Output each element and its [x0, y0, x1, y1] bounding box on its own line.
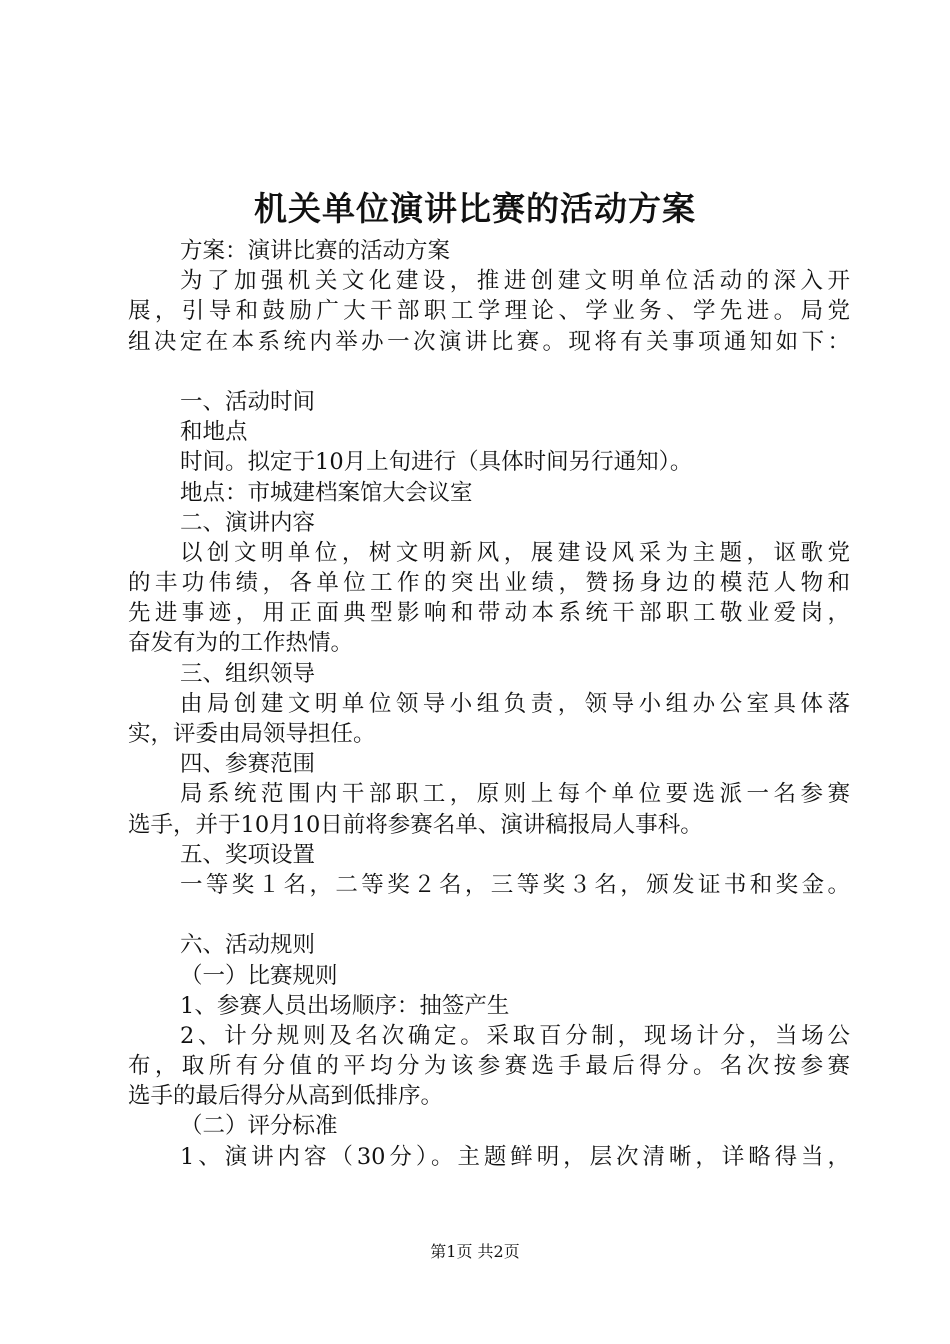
- document-title: 机关单位演讲比赛的活动方案: [254, 189, 696, 228]
- body-line: 以创文明单位，树文明新风，展建设风采为主题，讴歌党: [180, 539, 850, 566]
- body-line: 的丰功伟绩，各单位工作的突出业绩，赞扬身边的模范人物和: [128, 570, 850, 597]
- section-heading: 四、参赛范围: [180, 751, 316, 778]
- body-line: 和地点: [180, 419, 248, 446]
- body-line: 先进事迹，用正面典型影响和带动本系统干部职工敬业爱岗，: [128, 600, 850, 627]
- page-number-footer: 第1页 共2页: [430, 1242, 520, 1261]
- body-line: 选手的最后得分从高到低排序。: [128, 1083, 444, 1110]
- body-line: 为了加强机关文化建设，推进创建文明单位活动的深入开: [180, 268, 850, 295]
- body-line: 展，引导和鼓励广大干部职工学理论、学业务、学先进。局党: [128, 298, 850, 325]
- blank-line: [128, 357, 850, 387]
- body-line: 实，评委由局领导担任。: [128, 721, 376, 747]
- section-heading: 一、活动时间: [180, 388, 316, 415]
- body-line: 一等奖１名，二等奖２名，三等奖３名，颁发证书和奖金。: [180, 871, 850, 898]
- body-line: 选手，并于10月10日前将参赛名单、演讲稿报局人事科。: [128, 811, 703, 838]
- subsection-heading: （二）评分标准: [180, 1113, 338, 1140]
- body-line: 时间。拟定于10月上旬进行（具体时间另行通知）。: [180, 449, 693, 476]
- body-line: 2、计分规则及名次确定。采取百分制，现场计分，当场公: [180, 1022, 850, 1049]
- body-line: 组决定在本系统内举办一次演讲比赛。现将有关事项通知如下：: [128, 328, 850, 355]
- body-line: 1、演讲内容（30分）。主题鲜明，层次清晰，详略得当，: [180, 1143, 850, 1170]
- subsection-heading: （一）比赛规则: [180, 962, 338, 989]
- body-line-subtitle: 方案：演讲比赛的活动方案: [180, 238, 451, 264]
- body-line: 1、参赛人员出场顺序：抽签产生: [180, 992, 510, 1019]
- body-line: 由局创建文明单位领导小组负责，领导小组办公室具体落: [180, 690, 850, 717]
- section-heading: 六、活动规则: [180, 932, 316, 959]
- body-line: 布，取所有分值的平均分为该参赛选手最后得分。名次按参赛: [128, 1053, 850, 1080]
- document-body: [128, 236, 850, 1172]
- section-heading: 五、奖项设置: [180, 841, 316, 868]
- body-line: 奋发有为的工作热情。: [128, 630, 354, 657]
- section-heading: 三、组织领导: [180, 660, 316, 687]
- section-heading: 二、演讲内容: [180, 509, 316, 536]
- blank-line: [128, 900, 850, 930]
- body-line: 地点：市城建档案馆大会议室: [180, 479, 473, 506]
- body-line: 局系统范围内干部职工，原则上每个单位要选派一名参赛: [180, 781, 850, 808]
